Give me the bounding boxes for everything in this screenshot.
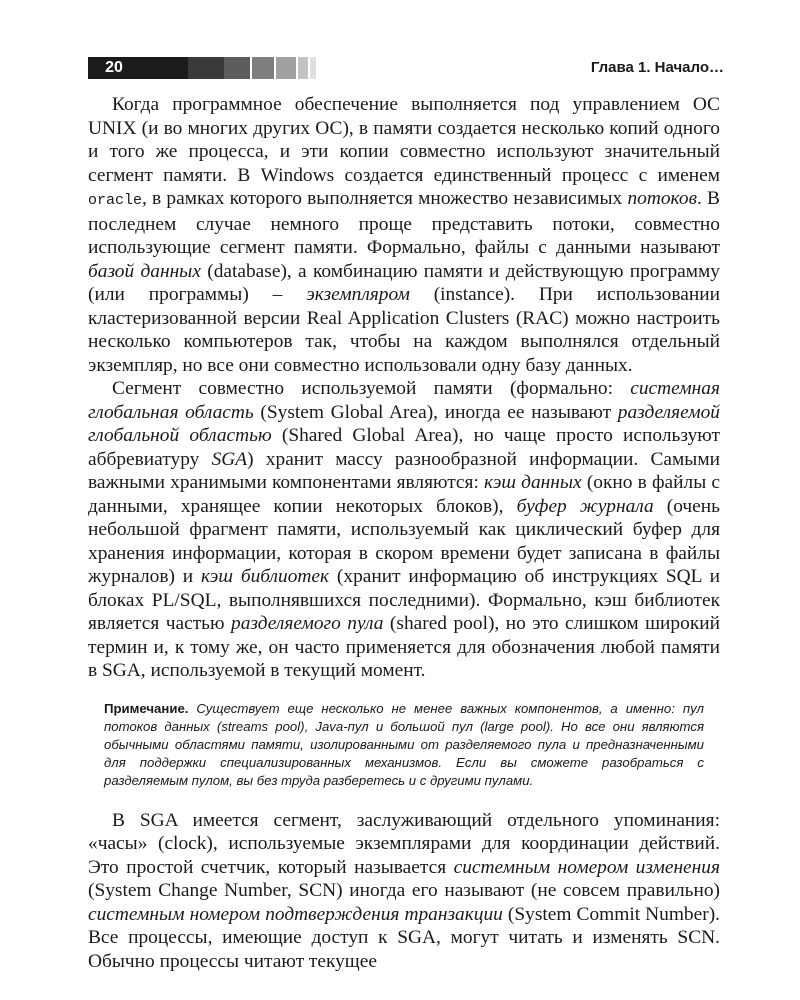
term-italic: базой данных	[88, 260, 201, 282]
text-run: (System Commit Number). Все процессы, имеющие доступ к SGA, могут читать и изменять SCN. Обычно процессы читают текущее	[88, 903, 720, 972]
text-run: (instance). При использовании кластеризованной версии Real Application Clusters (RAC) можно настроить несколько компьютеров так, чтобы на каждом выполнялся отдельный экземпляр, но все они совместно использовали одну базу данных.	[88, 284, 720, 376]
page-number: 20	[88, 57, 140, 79]
term-italic: кэш библиотек	[200, 566, 330, 587]
text-run: (хранит информацию об инструкциях SQL и блоках PL/SQL, выполнявшихся последними). Формально, кэш библиотек является частью	[88, 566, 721, 634]
text-run: Сегмент совместно используемой памяти (формально:	[112, 378, 631, 399]
body-paragraph	[88, 377, 720, 683]
code-term: oracle	[88, 192, 143, 209]
header-bar	[224, 57, 250, 79]
text-run: В SGA имеется сегмент, заслуживающий отдельного упоминания: «часы» (clock), используемые экземплярами для координации действий. Это простой счетчик, который называется	[88, 809, 720, 878]
header-bar	[310, 57, 316, 79]
text-run: (Shared Global Area), но чаще просто используют аббревиатуру	[88, 425, 720, 470]
term-italic: кэш данных	[484, 472, 582, 493]
note-text: Существует еще несколько не менее важных компонентов, а именно: пул потоков данных (streams pool), Java-пул и большой пул (large pool). Но все они являются обычными областями памяти, изолированными от разделяемого пула и предназначенными для поддержки специализированных механизмов. Если вы сможете разобраться с разделяемым пулом, вы без труда разберетесь и с другими пулами.	[104, 700, 704, 788]
header-bar	[276, 57, 296, 79]
body-text-bottom	[88, 809, 720, 974]
term-italic: потоков	[627, 188, 697, 209]
page-header	[88, 57, 724, 79]
text-run: (очень небольшой фрагмент памяти, используемый как циклический буфер для хранения информации, которая в скором времени будет записана в файлы журналов) и	[88, 495, 721, 587]
term-italic: экземпляром	[306, 284, 410, 305]
term-italic: системным номером изменения	[453, 856, 720, 878]
text-run: (окно в файлы с данными, хранящее копии некоторых блоков),	[88, 472, 720, 517]
text-run: Когда программное обеспечение выполняется под управлением ОС UNIX (и во многих других ОС), в памяти создается несколько копий одного и того же процесса, и эти копии совместно используют значительный сегмент памяти. В Windows создается единственный процесс с именем	[88, 94, 720, 186]
note-label: Примечание.	[104, 700, 189, 716]
term-italic: системная глобальная область	[88, 378, 720, 423]
header-bar	[298, 57, 308, 79]
text-run: (System Change Number, SCN) иногда его называют (не совсем правильно)	[88, 880, 720, 901]
note-box	[104, 700, 704, 790]
body-text-top	[88, 93, 720, 683]
term-italic: SGA	[211, 448, 248, 470]
header-bar	[188, 57, 224, 79]
page-body	[88, 93, 720, 973]
text-run: . В последнем случае немного проще представить потоки, совместно использующие сегмент памяти. Формально, файлы с данными называют	[88, 188, 720, 258]
term-italic: разделяемой глобальной областью	[88, 401, 720, 446]
header-bar	[252, 57, 274, 79]
term-italic: разделяемого пула	[231, 613, 384, 634]
text-run: (database), а комбинацию памяти и действующую программу (или программы) –	[88, 260, 720, 305]
text-run: ) хранит массу разнообразной информации. Самыми важными хранимыми компонентами являются:	[88, 448, 720, 493]
term-italic: системным номером подтверждения транзакции	[88, 903, 503, 925]
term-italic: буфер журнала	[516, 495, 654, 517]
chapter-title: Глава 1. Начало…	[590, 59, 724, 76]
text-run: (System Global Area), иногда ее называют	[253, 401, 618, 423]
text-run: , в рамках которого выполняется множество независимых	[142, 188, 628, 209]
header-bar	[140, 57, 188, 79]
body-paragraph	[88, 809, 720, 974]
body-paragraph	[88, 93, 720, 377]
text-run: (shared pool), но это слишком широкий термин и, к тому же, он часто применяется для обозначения любой памяти в SGA, используемой в текущий момент.	[88, 613, 720, 681]
